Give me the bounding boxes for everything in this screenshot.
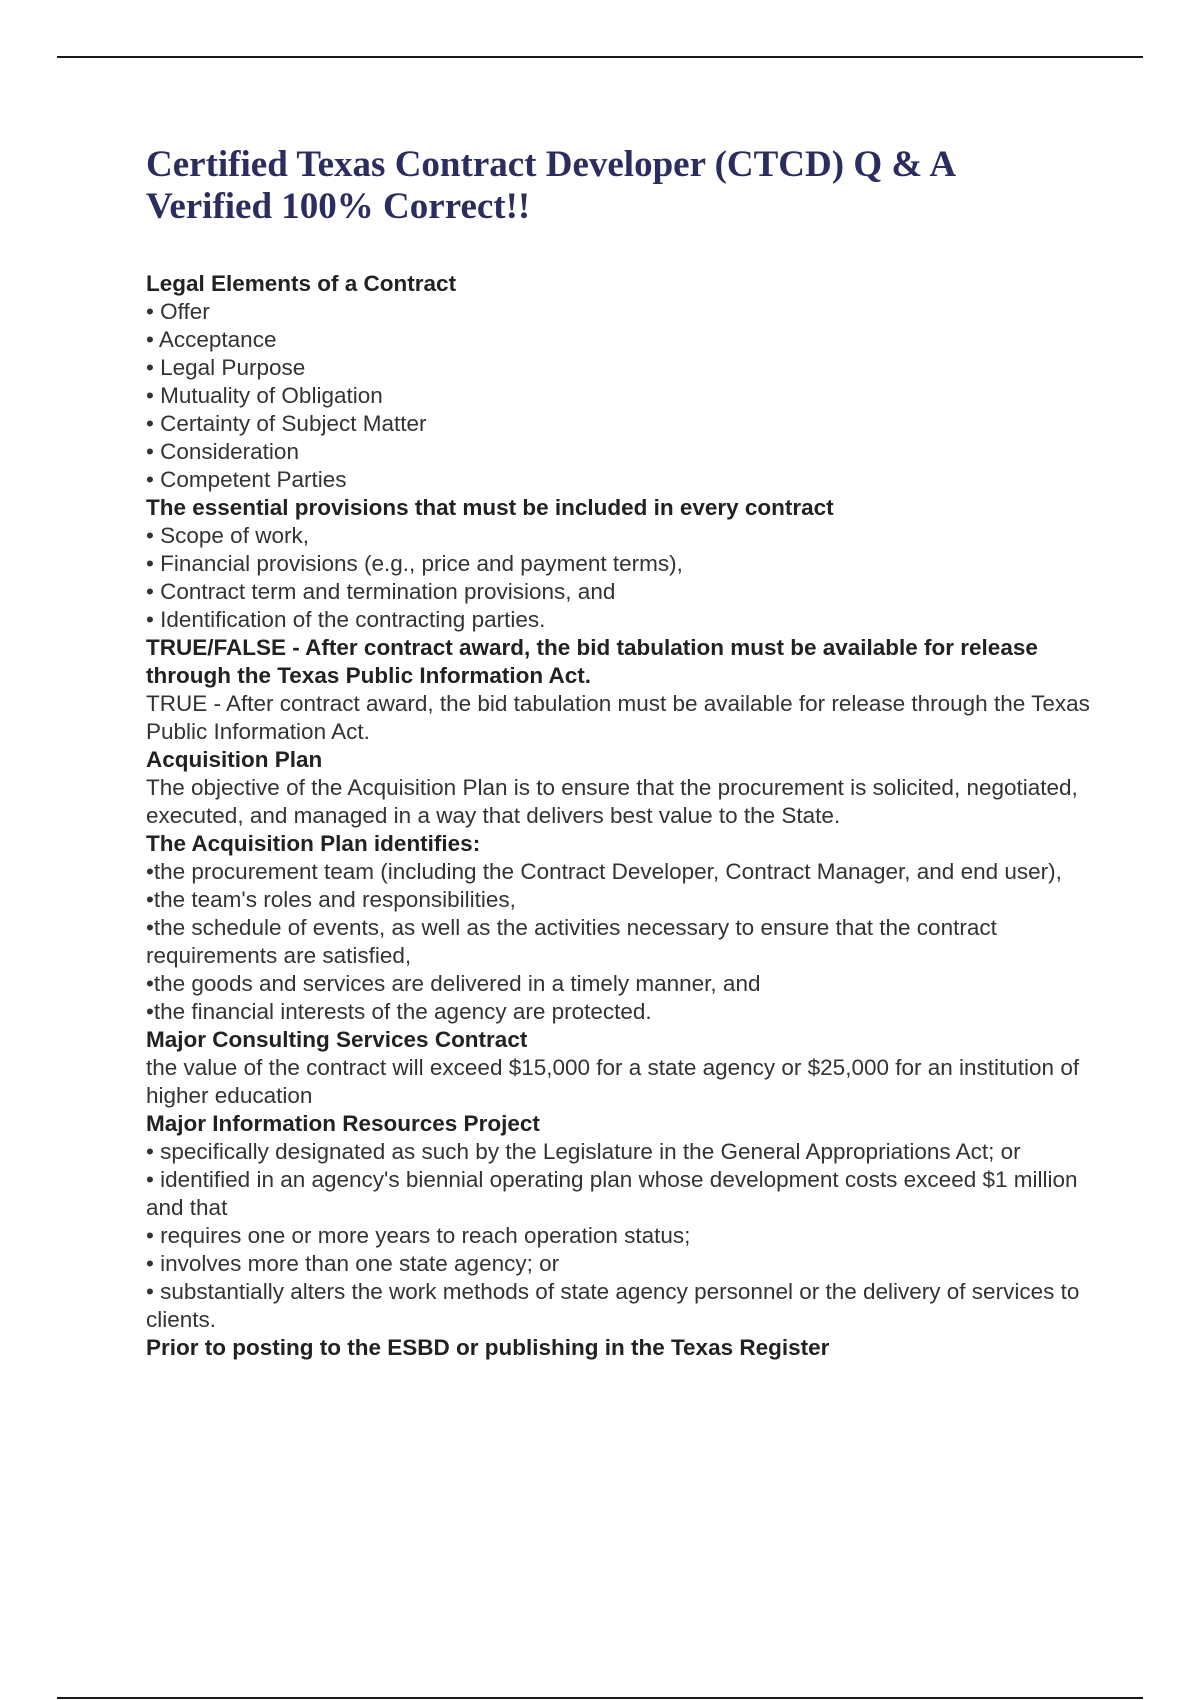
answer-line: • Acceptance	[146, 327, 277, 352]
answer-line: • identified in an agency's biennial operating plan whose development costs exceed $1 million and that	[146, 1167, 1078, 1220]
page-title: Certified Texas Contract Developer (CTCD) Q & A Verified 100% Correct!!	[146, 144, 955, 227]
qa-list	[146, 270, 1106, 1362]
answer-line: •the procurement team (including the Contract Developer, Contract Manager, and end user),	[146, 859, 1062, 884]
answer-line: •the goods and services are delivered in a timely manner, and	[146, 971, 761, 996]
question: Acquisition Plan	[146, 747, 323, 772]
question: The Acquisition Plan identifies:	[146, 831, 481, 856]
question: Legal Elements of a Contract	[146, 271, 457, 296]
answer-line: • Offer	[146, 299, 210, 324]
answer-line: • substantially alters the work methods of state agency personnel or the delivery of services to clients.	[146, 1279, 1080, 1332]
answer-line: • involves more than one state agency; or	[146, 1251, 560, 1276]
header-rule	[57, 56, 1143, 58]
answer-line: • Contract term and termination provisions, and	[146, 579, 616, 604]
answer-line: • requires one or more years to reach operation status;	[146, 1223, 691, 1248]
answer-line: • Consideration	[146, 439, 299, 464]
answer-line: • Scope of work,	[146, 523, 309, 548]
answer-line: the value of the contract will exceed $15,000 for a state agency or $25,000 for an institution of higher education	[146, 1055, 1080, 1108]
answer-line: •the financial interests of the agency are protected.	[146, 999, 652, 1024]
answer-line: • specifically designated as such by the Legislature in the General Appropriations Act; or	[146, 1139, 1021, 1164]
answer-line: • Identification of the contracting parties.	[146, 607, 546, 632]
answer-line: •the schedule of events, as well as the activities necessary to ensure that the contract requirements are satisfied,	[146, 915, 997, 968]
question: The essential provisions that must be included in every contract	[146, 495, 834, 520]
answer-line: • Competent Parties	[146, 467, 347, 492]
answer-line: The objective of the Acquisition Plan is to ensure that the procurement is solicited, negotiated, executed, and managed in a way that delivers best value to the State.	[146, 775, 1078, 828]
question: TRUE/FALSE - After contract award, the bid tabulation must be available for release through the Texas Public Information Act.	[146, 635, 1038, 688]
footer-rule	[57, 1697, 1143, 1699]
answer-line: • Mutuality of Obligation	[146, 383, 383, 408]
answer-line: • Legal Purpose	[146, 355, 306, 380]
answer-line: TRUE - After contract award, the bid tabulation must be available for release through the Texas Public Information Act.	[146, 691, 1090, 744]
document-body	[146, 144, 1106, 1362]
answer-line: • Financial provisions (e.g., price and payment terms),	[146, 551, 683, 576]
question: Prior to posting to the ESBD or publishing in the Texas Register	[146, 1335, 830, 1360]
question: Major Information Resources Project	[146, 1111, 540, 1136]
answer-line: • Certainty of Subject Matter	[146, 411, 427, 436]
question: Major Consulting Services Contract	[146, 1027, 528, 1052]
answer-line: •the team's roles and responsibilities,	[146, 887, 516, 912]
